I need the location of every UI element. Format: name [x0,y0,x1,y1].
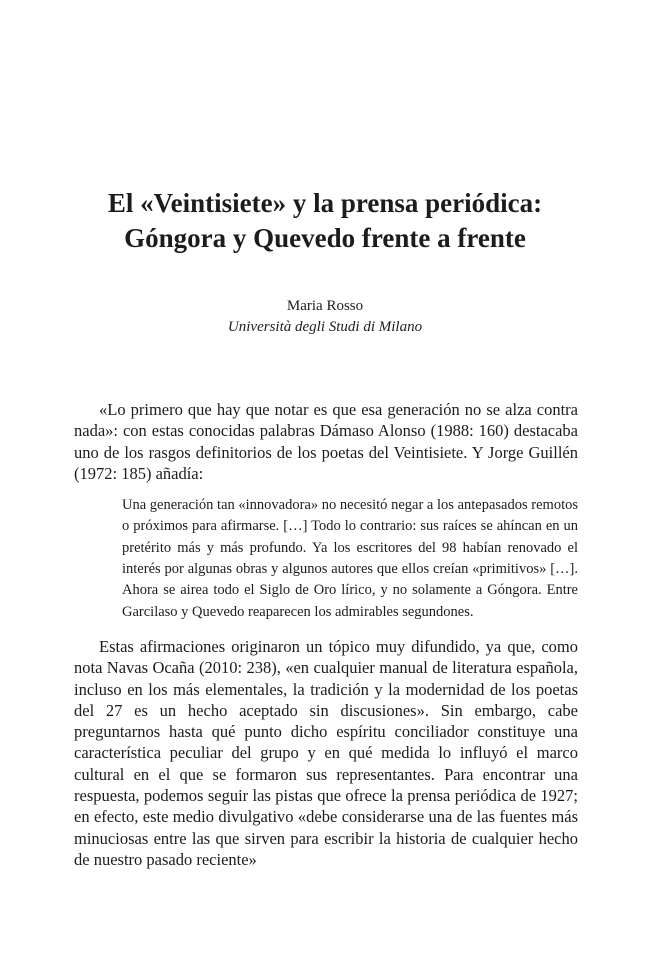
paragraph-1: «Lo primero que hay que notar es que esa generación no se alza contra nada»: con estas conocidas palabras Dámaso Alonso (1988: 160) destacaba uno de los rasgos definitorios de los poetas del Veintisiete. Y Jorge Guillén (1972: 185) añadía: [74,400,578,483]
paragraph-2: Estas afirmaciones originaron un tópico muy difundido, ya que, como nota Navas Ocaña (2010: 238), «en cualquier manual de literatura española, incluso en los más elementales, la tradición y la modernidad de los poetas del 27 es un hecho aceptado sin discusiones». Sin embargo, cabe preguntarnos hasta qué punto dicho espíritu conciliador constituye una característica peculiar del grupo y en qué medida lo influyó el marco cultural en el que se formaron sus representantes. Para encontrar una respuesta, podemos seguir las pistas que ofrece la prensa periódica de 1927; en efecto, este medio divulgativo «debe considerarse una de las fuentes más minuciosas entre las que sirven para escribir la historia de cualquier hecho de nuestro pasado reciente» [74,636,578,869]
article-body [74,399,578,870]
title-line-2: Góngora y Quevedo frente a frente [124,223,526,253]
author-name: Maria Rosso [286,298,364,314]
article-title [60,186,590,256]
title-line-1: El «Veintisiete» y la prensa periódica: [107,188,543,218]
author-affiliation: Università degli Studi di Milano [227,319,423,335]
block-quote: Una generación tan «innovadora» no necesitó negar a los antepasados remotos o próximos para afirmarse. […] Todo lo contrario: sus raíces se ahíncan en un pretérito más y más profundo. Ya los escritores del 98 habían renovado el interés por algunas obras y algunos autores que ellos creían «primitivos» […]. Ahora se airea todo el Siglo de Oro lírico, y no solamente a Góngora. Entre Garcilaso y Quevedo reaparecen los admirables segundones. [122,497,578,620]
